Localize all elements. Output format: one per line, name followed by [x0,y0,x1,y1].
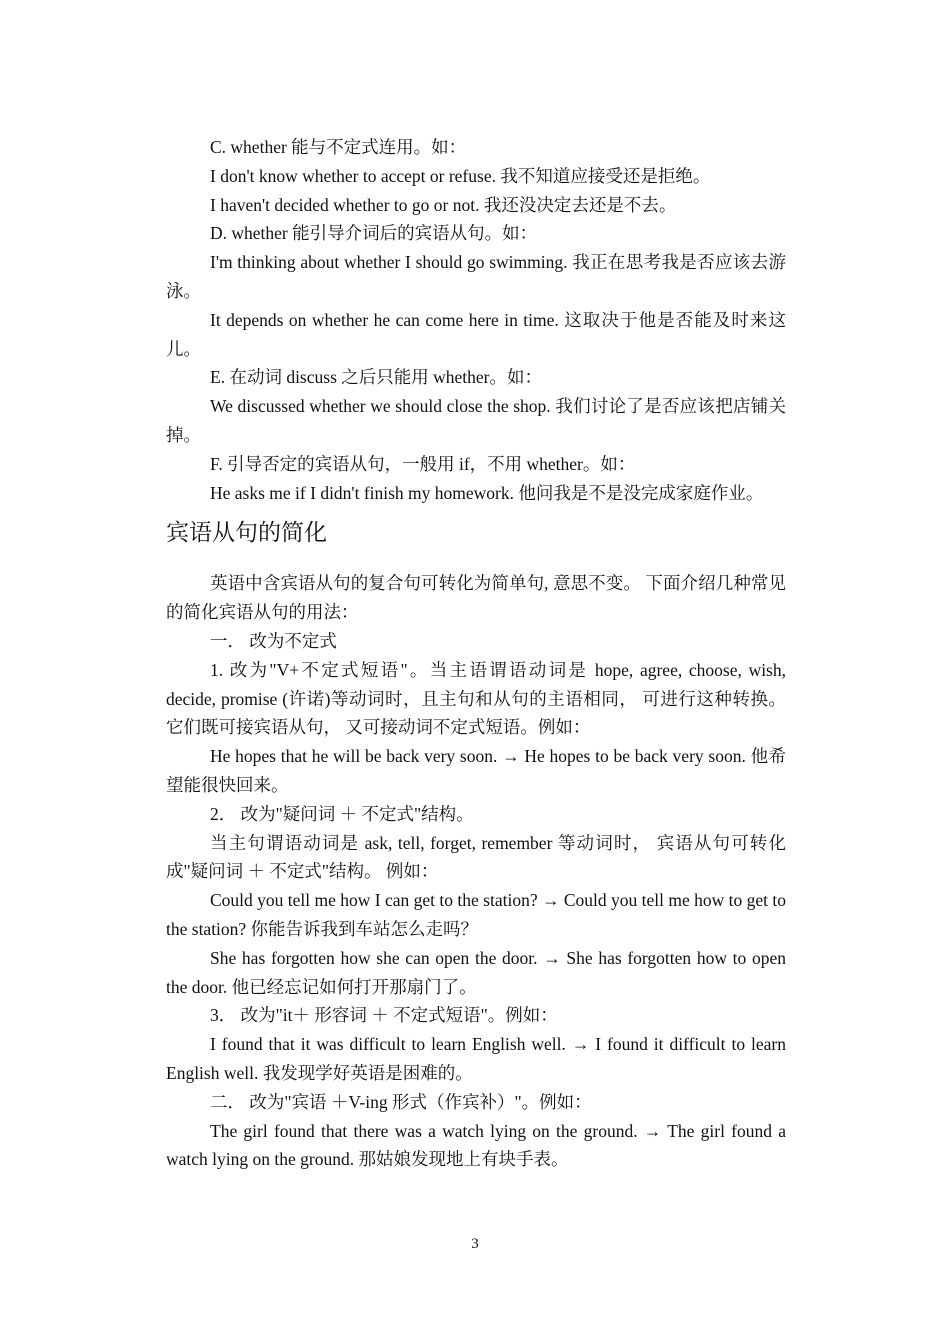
paragraph: 二． 改为"宾语 ＋V-ing 形式（作宾补）"。例如： [210,1091,592,1112]
paragraph: D. whether 能引导介词后的宾语从句。如： [210,223,538,244]
paragraph: I don't know whether to accept or refuse. 我不知道应接受还是拒绝。 [210,165,711,186]
paragraph: 当主句谓语动词是 ask, tell, forget, remember 等动词时， 宾语从句可转化成"疑问词 ＋ 不定式"结构。 例如： [166,832,786,882]
paragraph: He asks me if I didn't finish my homework. 他问我是不是没完成家庭作业。 [210,482,764,503]
paragraph: C. whether 能与不定式连用。如： [210,137,467,157]
paragraph: 英语中含宾语从句的复合句可转化为简单句, 意思不变。 下面介绍几种常见的简化宾语从句的用法： [166,573,786,623]
paragraph: F. 引导否定的宾语从句，一般用 if，不用 whether。如： [210,453,636,474]
paragraph: We discussed whether we should close the shop. 我们讨论了是否应该把店铺关掉。 [166,396,786,445]
paragraph: 2． 改为"疑问词 ＋ 不定式"结构。 [210,803,474,824]
paragraph: 一． 改为不定式 [210,630,337,651]
paragraph: I found that it was difficult to learn English well. → I found it difficult to learn English well. 我发现学好英语是困难的。 [166,1034,786,1083]
paragraph: 1. 改为"V+不定式短语"。当主语谓语动词是 hope, agree, choose, wish, decide, promise (许诺)等动词时，且主句和从句的主语相同， 可进行这种转换。它们既可接宾语从句， 又可接动词不定式短语。例如： [166,659,786,738]
paragraph: He hopes that he will be back very soon. → He hopes to be back very soon. 他希望能很快回来。 [166,746,786,795]
paragraph: I'm thinking about whether I should go swimming. 我正在思考我是否应该去游泳。 [166,252,786,301]
paragraph: 3． 改为"it＋ 形容词 ＋ 不定式短语"。例如： [210,1005,558,1026]
paragraph: She has forgotten how she can open the door. → She has forgotten how to open the door. 他已经忘记如何打开那扇门了。 [166,947,786,997]
paragraph: Could you tell me how I can get to the station? → Could you tell me how to get to the station? 你能告诉我到车站怎么走吗？ [166,890,786,939]
paragraph: The girl found that there was a watch lying on the ground. → The girl found a watch lying on the ground. 那姑娘发现地上有块手表。 [166,1120,786,1170]
page-content [166,133,786,1174]
page-number: 3 [471,1236,479,1252]
paragraph: I haven't decided whether to go or not. 我还没决定去还是不去。 [210,194,677,215]
paragraph: It depends on whether he can come here in time. 这取决于他是否能及时来这儿。 [166,309,786,359]
section-heading: 宾语从句的简化 [166,520,327,547]
paragraph: E. 在动词 discuss 之后只能用 whether。如： [210,367,542,388]
